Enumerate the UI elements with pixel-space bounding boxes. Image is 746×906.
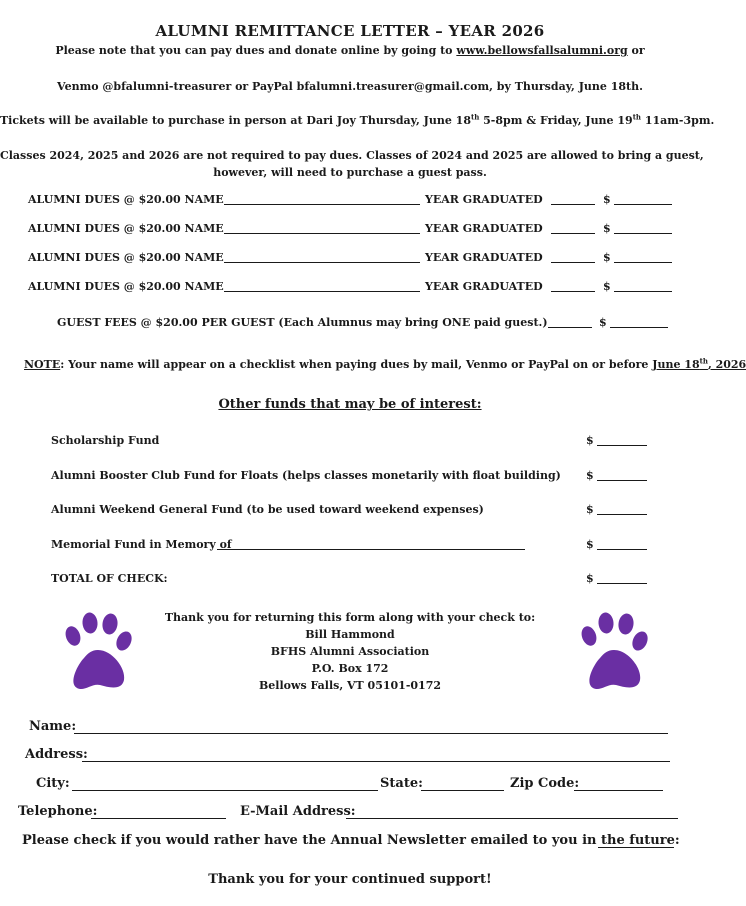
newsletter-checkbox-field[interactable] [598,833,674,848]
zip-label: Zip Code: [510,776,580,791]
name-field[interactable] [74,719,668,734]
tickets-text-b: 5-8pm & Friday, June 19 [479,114,633,127]
dues-currency: $ [603,193,611,206]
fund-currency: $ [586,537,594,551]
classes-info-line-2: however, will need to purchase a guest pass. [213,166,487,179]
dues-amount-field[interactable] [614,280,672,292]
note-date-a: June 18 [652,358,700,371]
page-title: ALUMNI REMITTANCE LETTER – YEAR 2026 [155,22,545,40]
address-field[interactable] [82,747,670,762]
closing-thanks: Thank you for your continued support! [208,872,492,887]
telephone-label: Telephone: [18,804,98,819]
dues-label: ALUMNI DUES @ $20.00 NAME [28,280,224,293]
fund-currency: $ [586,468,594,482]
guest-fees-note: (Each Alumnus may bring ONE paid guest.) [274,316,548,329]
note-date-b: , 2026 [707,358,746,371]
email-label: E-Mail Address: [240,804,356,819]
classes-info-line-1: Classes 2024, 2025 and 2026 are not required to pay dues. Classes of 2024 and 2025 are allowed to bring a guest, [0,149,704,162]
year-graduated-field[interactable] [551,280,595,292]
year-graduated-field[interactable] [551,193,595,205]
note-row [24,358,746,371]
year-graduated-label: YEAR GRADUATED [425,251,543,264]
fund-amount-field[interactable] [597,572,647,584]
tickets-info [0,112,715,127]
name-label: Name: [29,719,77,734]
city-field[interactable] [72,776,378,791]
fund-label: TOTAL OF CHECK: [51,572,168,585]
fund-amount-field[interactable] [597,469,647,481]
paw-print-left-icon [60,612,136,692]
dues-currency: $ [603,251,611,264]
other-funds-heading: Other funds that may be of interest: [218,397,482,412]
tickets-text-a: Tickets will be available to purchase in person at Dari Joy Thursday, June 18 [0,114,471,127]
dues-amount-field[interactable] [614,193,672,205]
year-graduated-label: YEAR GRADUATED [425,280,543,293]
state-label: State: [380,776,423,791]
address-label: Address: [25,747,88,762]
year-graduated-label: YEAR GRADUATED [425,222,543,235]
note-text: : Your name will appear on a checklist when paying dues by mail, Venmo or PayPal on or before [60,358,653,371]
dues-name-field[interactable] [224,222,420,234]
year-graduated-label: YEAR GRADUATED [425,193,543,206]
fund-currency: $ [586,503,594,516]
city-label: City: [36,776,70,791]
intro-text-end: or [627,44,645,57]
tickets-text-c: 11am-3pm. [641,114,715,127]
note-label: NOTE [24,358,61,371]
dues-label: ALUMNI DUES @ $20.00 NAME [28,251,224,264]
email-field[interactable] [346,804,678,819]
year-graduated-field[interactable] [551,251,595,263]
note-date [652,358,746,371]
paw-print-right-icon [576,612,652,692]
guest-count-field[interactable] [548,316,592,328]
state-field[interactable] [421,776,504,791]
tickets-sup-1: th [471,112,480,122]
mail-to-org: BFHS Alumni Association [270,645,430,658]
mail-to-box: P.O. Box 172 [311,662,389,675]
intro-line-2: Venmo @bfalumni-treasurer or PayPal bfalumni.treasurer@gmail.com, by Thursday, June 18th. [57,80,643,93]
guest-fees-row [57,316,548,329]
tickets-sup-2: th [632,112,642,122]
guest-amount-field[interactable] [610,316,668,328]
dues-currency: $ [603,280,611,293]
dues-name-field[interactable] [224,280,420,292]
dues-amount-field[interactable] [614,222,672,234]
fund-currency: $ [586,572,594,585]
dues-label: ALUMNI DUES @ $20.00 NAME [28,222,224,235]
website-link[interactable]: www.bellowsfallsalumni.org [456,44,628,57]
memorial-name-field[interactable] [217,538,525,550]
fund-label: Scholarship Fund [51,434,160,447]
zip-field[interactable] [574,776,663,791]
dues-name-field[interactable] [224,251,420,263]
intro-text: Please note that you can pay dues and donate online by going to [55,44,457,57]
dues-currency: $ [603,222,611,235]
year-graduated-field[interactable] [551,222,595,234]
fund-label: Alumni Weekend General Fund (to be used toward weekend expenses) [51,503,484,516]
fund-amount-field[interactable] [597,503,647,515]
newsletter-label: Please check if you would rather have the Annual Newsletter emailed to you in the future: [22,833,680,848]
dues-label: ALUMNI DUES @ $20.00 NAME [28,193,224,206]
guest-currency: $ [599,316,607,329]
fund-amount-field[interactable] [597,538,647,550]
fund-label: Alumni Booster Club Fund for Floats (helps classes monetarily with float building) [51,468,561,482]
fund-amount-field[interactable] [597,434,647,446]
guest-fees-label: GUEST FEES @ $20.00 PER GUEST [57,316,275,329]
fund-label: Memorial Fund in Memory of [51,537,232,551]
mail-to-name: Bill Hammond [305,628,395,641]
note-date-sup: th [699,356,708,366]
mail-to-intro: Thank you for returning this form along with your check to: [164,611,536,624]
dues-name-field[interactable] [224,193,420,205]
fund-currency: $ [586,434,594,447]
telephone-field[interactable] [91,804,226,819]
mail-to-city: Bellows Falls, VT 05101-0172 [258,679,442,692]
dues-amount-field[interactable] [614,251,672,263]
intro-line-1 [0,44,700,57]
